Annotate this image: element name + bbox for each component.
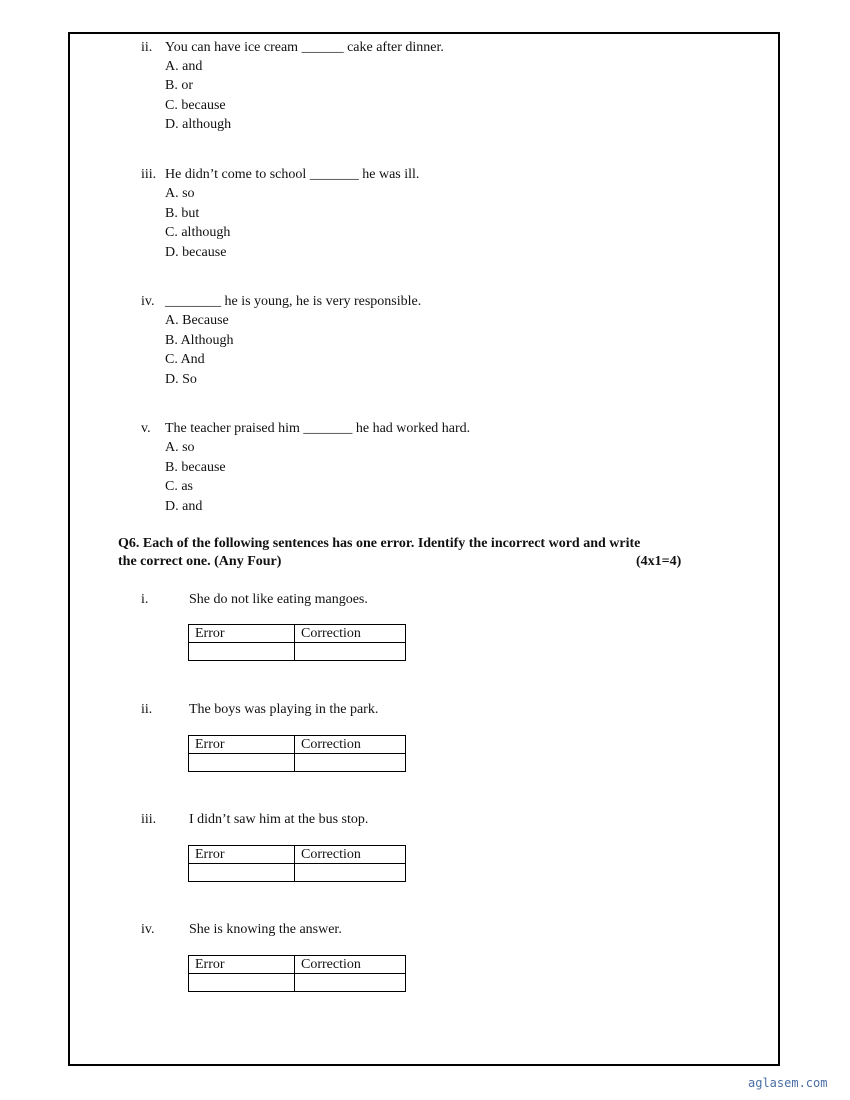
option: D. So [165,372,197,387]
error-correction-table [188,845,406,882]
question-stem: ________ he is young, he is very responsible. [165,294,422,309]
correction-cell[interactable] [295,974,406,992]
error-correction-table [188,735,406,772]
error-header: Error [189,956,295,974]
error-cell[interactable] [189,643,295,661]
q6-marks: (4x1=4) [636,554,682,569]
question-number: iii. [141,167,157,182]
correction-cell[interactable] [295,754,406,772]
option: B. Although [165,333,234,348]
option: B. but [165,206,200,221]
question-stem: The teacher praised him _______ he had worked hard. [165,421,471,436]
q6-sentence: The boys was playing in the park. [189,702,379,717]
correction-header: Correction [295,846,406,864]
watermark-link[interactable]: aglasem.com [748,1076,828,1090]
option: D. because [165,245,227,260]
correction-header: Correction [295,956,406,974]
option: B. because [165,460,226,475]
option: B. or [165,78,193,93]
option: A. Because [165,313,229,328]
q6-sentence: She is knowing the answer. [189,922,342,937]
option: C. as [165,479,193,494]
question-stem: You can have ice cream ______ cake after dinner. [165,40,444,55]
correction-header: Correction [295,625,406,643]
correction-cell[interactable] [295,643,406,661]
option: A. and [165,59,203,74]
q6-item-number: i. [141,592,149,607]
question-number: v. [141,421,151,436]
q6-sentence: She do not like eating mangoes. [189,592,368,607]
option: C. because [165,98,226,113]
error-header: Error [189,625,295,643]
q6-heading-line2: the correct one. (Any Four) [118,554,282,569]
error-correction-table [188,955,406,992]
option: A. so [165,440,195,455]
correction-cell[interactable] [295,864,406,882]
error-header: Error [189,846,295,864]
option: D. and [165,499,203,514]
error-correction-table [188,624,406,661]
question-number: ii. [141,40,153,55]
option: A. so [165,186,195,201]
error-cell[interactable] [189,974,295,992]
option: D. although [165,117,232,132]
q6-heading-line1: Q6. Each of the following sentences has one error. Identify the incorrect word and write [118,536,641,551]
q6-item-number: iii. [141,812,157,827]
error-cell[interactable] [189,754,295,772]
error-header: Error [189,736,295,754]
q6-item-number: ii. [141,702,153,717]
option: C. although [165,225,231,240]
correction-header: Correction [295,736,406,754]
q6-item-number: iv. [141,922,155,937]
question-number: iv. [141,294,155,309]
error-cell[interactable] [189,864,295,882]
question-stem: He didn’t come to school _______ he was ill. [165,167,420,182]
q6-sentence: I didn’t saw him at the bus stop. [189,812,369,827]
option: C. And [165,352,205,367]
